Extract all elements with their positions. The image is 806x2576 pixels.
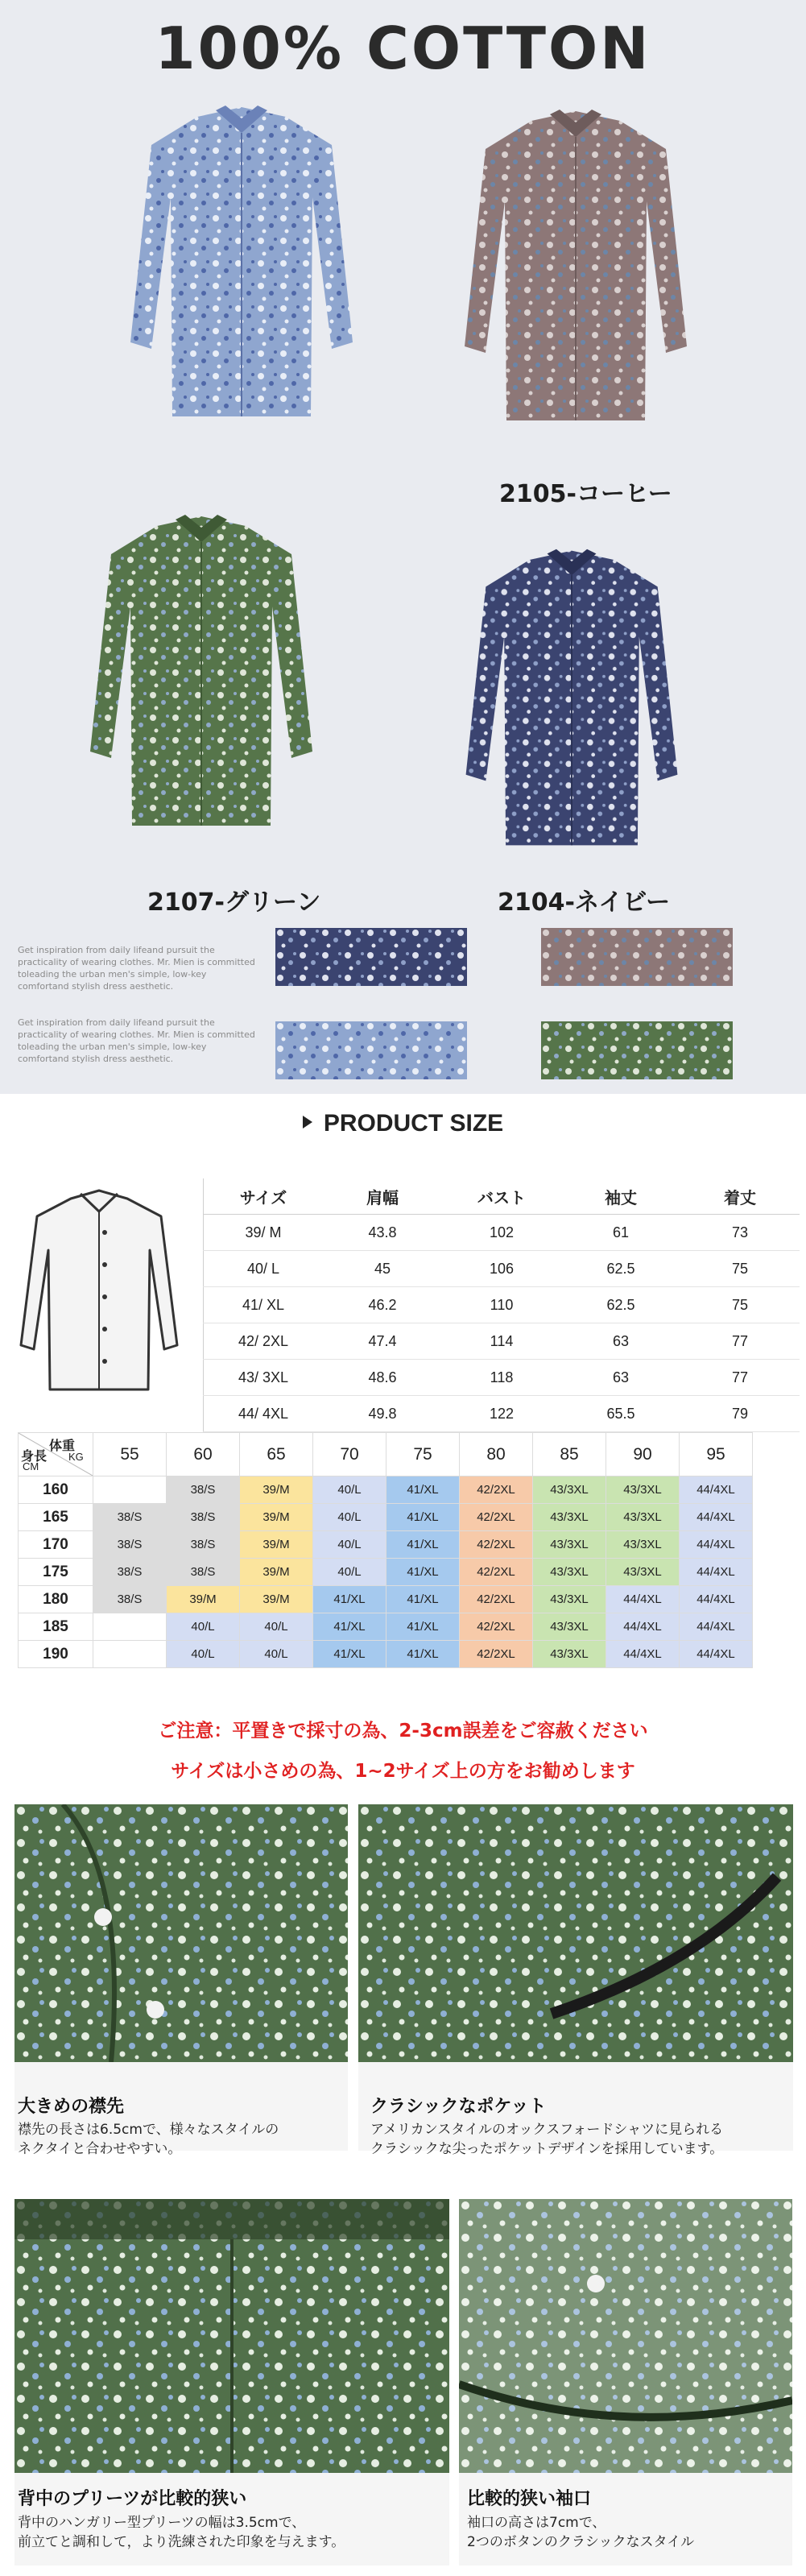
pocket-caption-title: クラシックなポケット [370,2097,547,2117]
pocket-caption-desc-2: クラシックな尖ったポケットデザインを採用しています。 [370,2141,724,2157]
size-cell: 73 [680,1215,800,1251]
size-recommend-cell: 41/XL [386,1531,460,1559]
table-row [204,1215,800,1251]
size-col-header: 肩幅 [323,1178,442,1215]
size-recommend-cell: 38/S [93,1559,167,1586]
table-row [204,1251,800,1287]
size-recommend-cell: 43/3XL [606,1476,680,1504]
size-cell: 77 [680,1323,800,1360]
size-col-header: 袖丈 [561,1178,680,1215]
size-cell: 63 [561,1323,680,1360]
size-col-header: バスト [442,1178,561,1215]
back-pleat-photo [14,2199,449,2473]
size-cell: 43.8 [323,1215,442,1251]
table-row [19,1504,753,1531]
fabric-swatch-navy [275,928,467,986]
size-cell: 39/ M [204,1215,324,1251]
triangle-icon [303,1116,312,1129]
size-recommend-cell: 38/S [167,1476,240,1504]
size-recommend-cell: 42/2XL [460,1641,533,1668]
size-recommend-cell [93,1476,167,1504]
weight-col-header: 85 [533,1433,606,1476]
collar-detail-photo [14,1804,348,2062]
size-cell: 79 [680,1396,800,1432]
size-recommend-cell: 44/4XL [606,1641,680,1668]
tagline-2: Get inspiration from daily lifeand pursuit the practicality of wearing clothes. Mr. Mien is committed toleading the urban men's simple, low-key comfortand stylish dress aesthetic. [18,1017,255,1064]
size-cell: 122 [442,1396,561,1432]
size-recommend-cell: 43/3XL [533,1476,606,1504]
collar-caption-desc-2: ネクタイと合わせやすい。 [18,2141,182,2157]
collar-caption-title: 大きめの襟先 [18,2097,125,2117]
weight-header-row [19,1433,753,1476]
size-table [203,1178,800,1432]
size-recommend-cell: 42/2XL [460,1586,533,1613]
size-recommend-cell: 43/3XL [606,1504,680,1531]
size-cell: 44/ 4XL [204,1396,324,1432]
size-cell: 61 [561,1215,680,1251]
table-row [204,1323,800,1360]
size-recommend-cell: 40/L [167,1641,240,1668]
size-recommend-cell: 40/L [313,1531,386,1559]
size-recommend-cell: 44/4XL [680,1641,753,1668]
size-recommend-cell: 41/XL [313,1586,386,1613]
size-recommend-cell: 43/3XL [533,1613,606,1641]
cuff-detail-photo [459,2199,792,2473]
size-recommend-cell: 39/M [167,1586,240,1613]
size-recommend-cell: 40/L [240,1641,313,1668]
size-cell: 46.2 [323,1287,442,1323]
size-recommend-cell: 39/M [240,1504,313,1531]
size-recommend-cell: 38/S [93,1586,167,1613]
table-row [19,1586,753,1613]
size-cell: 41/ XL [204,1287,324,1323]
size-recommend-cell: 43/3XL [533,1586,606,1613]
variant-label-navy: 2104-ネイビー [498,888,671,917]
size-recommend-cell: 40/L [313,1504,386,1531]
table-row [19,1476,753,1504]
size-cell: 47.4 [323,1323,442,1360]
table-row [204,1396,800,1432]
variant-label-coffee: 2105-コーヒー [499,480,672,508]
height-row-header: 185 [19,1613,93,1641]
size-cell: 45 [323,1251,442,1287]
size-cell: 114 [442,1323,561,1360]
size-cell: 102 [442,1215,561,1251]
table-row [19,1613,753,1641]
size-recommend-cell: 42/2XL [460,1559,533,1586]
collar-caption-desc-1: 襟先の長さは6.5cmで、様々なスタイルの [18,2122,279,2138]
height-row-header: 180 [19,1586,93,1613]
tagline-1: Get inspiration from daily lifeand pursuit the practicality of wearing clothes. Mr. Mien is committed toleading the urban men's simple, low-key comfortand stylish dress aesthetic. [18,945,255,992]
fabric-swatch-blue [275,1021,467,1079]
corner-kg-label: KG [68,1451,84,1463]
size-recommend-cell: 44/4XL [606,1613,680,1641]
size-cell: 75 [680,1251,800,1287]
hero-title: 100% COTTON [155,14,651,82]
size-recommend-cell: 38/S [93,1504,167,1531]
weight-col-header: 75 [386,1433,460,1476]
weight-col-header: 65 [240,1433,313,1476]
size-recommend-cell [93,1613,167,1641]
weight-col-header: 60 [167,1433,240,1476]
cuff-caption-desc-1: 袖口の高さは7cmで、 [467,2515,606,2531]
size-recommend-cell: 41/XL [386,1504,460,1531]
size-col-header: サイズ [204,1178,324,1215]
size-recommend-cell: 43/3XL [606,1531,680,1559]
size-recommend-cell: 41/XL [386,1641,460,1668]
variant-label-green: 2107-グリーン [147,888,321,917]
corner-height-label: 身長 [21,1450,48,1464]
size-recommend-cell: 38/S [167,1504,240,1531]
size-recommend-cell: 38/S [93,1531,167,1559]
size-recommend-cell: 44/4XL [680,1504,753,1531]
size-recommend-cell: 43/3XL [606,1559,680,1586]
pocket-detail-photo [358,1804,793,2062]
shirt-green-image [81,506,322,852]
size-recommend-cell: 44/4XL [606,1586,680,1613]
size-cell: 62.5 [561,1287,680,1323]
size-recommend-cell: 42/2XL [460,1504,533,1531]
size-cell: 106 [442,1251,561,1287]
back-caption-title: 背中のプリーツが比較的狭い [18,2489,247,2509]
shirt-coffee-image [455,105,696,443]
shirt-navy-image [451,545,692,867]
cuff-caption-title: 比較的狭い袖口 [467,2489,592,2509]
cuff-caption-desc-2: 2つのボタンのクラシックなスタイル [467,2534,695,2550]
size-recommend-cell: 39/M [240,1559,313,1586]
fabric-swatch-green [541,1021,733,1079]
table-row [204,1287,800,1323]
notice-measurement: ご注意：平置きで採寸の為、2-3cm誤差をご容赦ください [158,1721,648,1741]
table-row [19,1531,753,1559]
size-heading-text: PRODUCT SIZE [323,1110,504,1137]
size-cell: 40/ L [204,1251,324,1287]
size-recommend-cell: 40/L [167,1613,240,1641]
corner-cm-label: CM [23,1460,39,1472]
back-caption-desc-2: 前立てと調和して，より洗練された印象を与えます。 [18,2534,345,2550]
size-recommend-cell: 44/4XL [680,1613,753,1641]
size-recommend-cell: 41/XL [313,1613,386,1641]
corner-weight-label: 体重 [49,1439,76,1453]
size-recommend-cell: 41/XL [386,1586,460,1613]
size-cell: 118 [442,1360,561,1396]
size-cell: 48.6 [323,1360,442,1396]
size-recommend-cell: 39/M [240,1531,313,1559]
height-row-header: 160 [19,1476,93,1504]
size-cell: 49.8 [323,1396,442,1432]
size-recommend-cell: 38/S [167,1559,240,1586]
shirt-outline-icon [14,1184,184,1401]
size-recommend-cell: 43/3XL [533,1559,606,1586]
weight-col-header: 70 [313,1433,386,1476]
weight-col-header: 80 [460,1433,533,1476]
size-cell: 42/ 2XL [204,1323,324,1360]
weight-col-header: 90 [606,1433,680,1476]
shirt-blue-image [121,101,362,439]
table-row [204,1360,800,1396]
height-row-header: 170 [19,1531,93,1559]
size-recommend-cell: 44/4XL [680,1559,753,1586]
size-recommend-cell: 43/3XL [533,1641,606,1668]
back-caption-desc-1: 背中のハンガリー型プリーツの幅は3.5cmで、 [18,2515,306,2531]
size-recommend-cell: 41/XL [386,1559,460,1586]
size-cell: 63 [561,1360,680,1396]
height-row-header: 190 [19,1641,93,1668]
table-row [19,1641,753,1668]
weight-height-table [18,1432,753,1668]
size-recommend-cell: 39/M [240,1586,313,1613]
weight-col-header: 55 [93,1433,167,1476]
size-cell: 43/ 3XL [204,1360,324,1396]
height-row-header: 165 [19,1504,93,1531]
size-recommend-cell [93,1641,167,1668]
table-corner [19,1433,93,1476]
size-recommend-cell: 41/XL [386,1613,460,1641]
size-recommend-cell: 39/M [240,1476,313,1504]
size-recommend-cell: 38/S [167,1531,240,1559]
size-recommend-cell: 44/4XL [680,1531,753,1559]
fabric-swatch-coffee [541,928,733,986]
table-row [19,1559,753,1586]
pocket-caption-desc-1: アメリカンスタイルのオックスフォードシャツに見られる [370,2122,724,2138]
notice-size-advice: サイズは小さめの為、1~2サイズ上の方をお勧めします [171,1761,635,1782]
size-recommend-cell: 40/L [313,1559,386,1586]
size-col-header: 着丈 [680,1178,800,1215]
size-recommend-cell: 42/2XL [460,1613,533,1641]
size-cell: 75 [680,1287,800,1323]
size-cell: 65.5 [561,1396,680,1432]
size-recommend-cell: 40/L [313,1476,386,1504]
size-cell: 62.5 [561,1251,680,1287]
hero-banner [0,0,806,1094]
height-row-header: 175 [19,1559,93,1586]
size-section-heading [0,1110,806,1137]
size-recommend-cell: 42/2XL [460,1476,533,1504]
size-recommend-cell: 41/XL [386,1476,460,1504]
size-recommend-cell: 41/XL [313,1641,386,1668]
size-recommend-cell: 42/2XL [460,1531,533,1559]
size-recommend-cell: 44/4XL [680,1476,753,1504]
size-cell: 110 [442,1287,561,1323]
size-recommend-cell: 40/L [240,1613,313,1641]
size-recommend-cell: 43/3XL [533,1504,606,1531]
weight-col-header: 95 [680,1433,753,1476]
size-cell: 77 [680,1360,800,1396]
size-table-header [204,1178,800,1215]
size-recommend-cell: 44/4XL [680,1586,753,1613]
size-recommend-cell: 43/3XL [533,1531,606,1559]
